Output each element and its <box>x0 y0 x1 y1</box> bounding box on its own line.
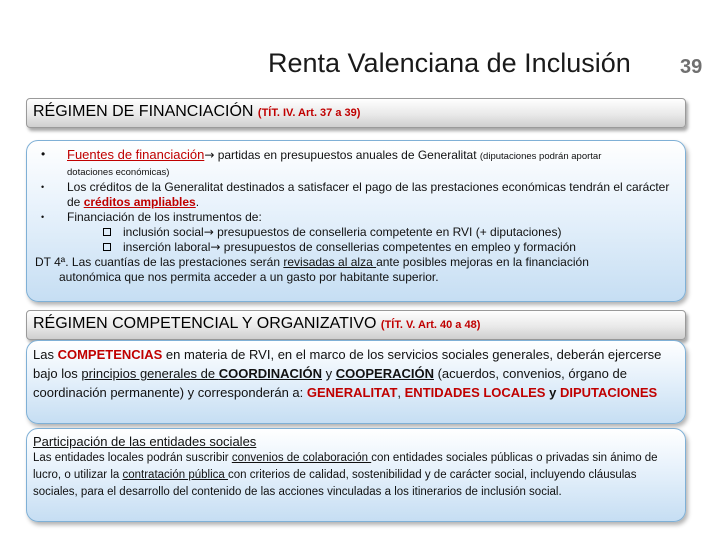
list-item-note: (diputaciones podrán aportar <box>479 151 602 162</box>
contratacion-underlined: contratación pública <box>122 469 228 481</box>
highlight-competencias: COMPETENCIAS <box>57 347 163 362</box>
list-item-text: presupuestos de conselleria competente en RVI (+ diputaciones) <box>213 225 562 239</box>
list-item-text: partidas en presupuestos anuales de Generalitat <box>214 148 480 162</box>
list-item-text: presupuestos de consellerias competentes en empleo y formación <box>220 240 576 254</box>
list-item-text: inclusión social <box>123 225 204 239</box>
highlight-cooperacion: COOPERACIÓN <box>335 366 434 381</box>
list-item-text: inserción laboral <box>123 240 211 254</box>
paragraph-text: (acuerdos, convenios, órgano de coordinación permanente) y corresponderán a: <box>33 366 627 400</box>
checkbox-icon <box>103 243 111 251</box>
section-title-financiacion: RÉGIMEN DE FINANCIACIÓN <box>33 103 254 120</box>
list-item <box>35 210 677 225</box>
dt-text: DT 4ª. Las cuantías de las prestaciones serán <box>35 255 284 269</box>
list-item-note: dotaciones económicas) <box>67 167 170 178</box>
financiacion-panel <box>26 140 686 302</box>
section-bar-financiacion <box>26 98 686 128</box>
paragraph-text: y <box>545 385 560 400</box>
list-item <box>35 180 677 210</box>
arrow-right-icon: → <box>210 240 221 254</box>
bullet-icon: • <box>41 182 45 192</box>
paragraph-text: Las entidades locales podrán suscribir <box>33 452 232 464</box>
list-item-text: Los créditos de la Generalitat destinados a satisfacer el pago de las prestaciones económicas tendrán el carácter de <box>67 180 670 209</box>
dt-text: ante posibles mejoras en la financiación <box>376 255 589 269</box>
list-item-text: . <box>195 195 200 209</box>
checkbox-icon <box>103 228 111 236</box>
dt-text: autonómica que nos permita acceder a un gasto por habitante superior. <box>59 270 439 284</box>
slide-title: Renta Valenciana de Inclusión <box>268 48 631 78</box>
convenios-underlined: convenios de colaboración <box>231 452 372 464</box>
creditos-link: créditos ampliables <box>83 195 196 209</box>
section-title-competencial: RÉGIMEN COMPETENCIAL Y ORGANIZATIVO <box>33 315 377 332</box>
page-number: 39 <box>680 56 703 78</box>
highlight-diputaciones: DIPUTACIONES <box>559 385 658 400</box>
fuentes-link: Fuentes de financiación <box>67 147 205 162</box>
arrow-right-icon: → <box>204 148 215 162</box>
principios-underlined: principios generales de <box>81 366 219 381</box>
bullet-icon: • <box>41 212 45 222</box>
participacion-heading: Participación de las entidades sociales <box>33 434 257 449</box>
paragraph-text: , <box>397 385 405 400</box>
paragraph-text: con criterios de calidad, sostenibilidad y de carácter social, incluyendo cláusulas sociales, para el desarrollo del contenido de las acciones vinculadas a los itinerarios de inclusión social. <box>33 469 637 498</box>
participacion-panel <box>26 428 686 522</box>
arrow-right-icon: → <box>203 225 214 239</box>
list-item <box>35 240 677 255</box>
dt-note <box>35 255 677 285</box>
competencial-panel <box>26 340 686 424</box>
section-subtitle-financiacion: (TÍT. IV. Art. 37 a 39) <box>257 107 361 119</box>
highlight-coordinacion: COORDINACIÓN <box>218 366 323 381</box>
section-subtitle-competencial: (TÍT. V. Art. 40 a 48) <box>380 319 481 331</box>
list-item <box>35 225 677 240</box>
highlight-generalitat: GENERALITAT <box>306 385 398 400</box>
list-item-text: Financiación de los instrumentos de: <box>67 210 262 224</box>
list-item <box>35 147 677 180</box>
section-bar-competencial <box>26 310 686 340</box>
dt-underlined: revisadas al alza <box>283 255 377 269</box>
paragraph-text: en materia de RVI, en el marco de los servicios sociales generales, deberán ejercerse bajo los <box>33 347 662 381</box>
paragraph-text: con entidades sociales públicas o privadas sin ánimo de lucro, o utilizar la <box>33 452 658 481</box>
bullet-icon: • <box>41 147 46 161</box>
paragraph-text: y <box>322 366 336 381</box>
highlight-entidades-locales: ENTIDADES LOCALES <box>404 385 546 400</box>
paragraph-text: Las <box>33 347 58 362</box>
